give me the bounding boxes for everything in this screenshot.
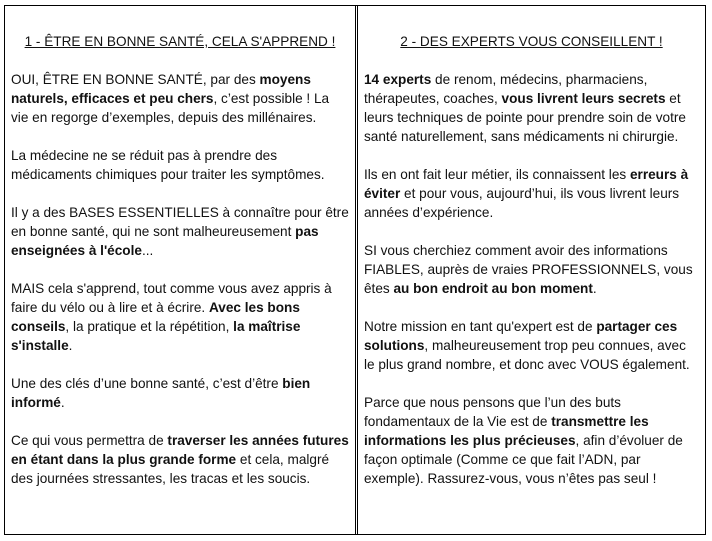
text-run: , malheureusement trop peu connues, avec le plus grand nombre, et donc avec VOUS également. bbox=[364, 338, 690, 372]
text-run: et pour vous, aujourd’hui, ils vous livrent leurs années d’expérience. bbox=[364, 186, 680, 220]
bold-text: partager ces solutions bbox=[364, 319, 678, 353]
paragraph bbox=[364, 165, 699, 222]
paragraph bbox=[364, 317, 699, 374]
paragraph bbox=[11, 203, 349, 260]
column-left bbox=[5, 6, 355, 534]
text-run: Ce qui vous permettra de bbox=[11, 433, 168, 448]
text-run: OUI, ÊTRE EN BONNE SANTÉ, par des bbox=[11, 72, 260, 87]
two-column-table bbox=[4, 5, 706, 535]
right-body bbox=[364, 70, 699, 488]
text-run: MAIS cela s'apprend, tout comme vous avez appris à faire du vélo ou à lire et à écrire. bbox=[11, 281, 332, 315]
bold-text: 14 experts bbox=[364, 72, 432, 87]
text-run: Notre mission en tant qu'expert est de bbox=[364, 319, 597, 334]
text-run: Une des clés d’une bonne santé, c’est d’être bbox=[11, 376, 283, 391]
bold-text: traverser les années futures en étant dans la plus grande forme bbox=[11, 433, 349, 467]
bold-text: vous livrent leurs secrets bbox=[501, 91, 666, 106]
text-run: , afin d’évoluer de façon optimale (Comme ce que fait l’ADN, par exemple). Rassurez-vous, vous n’êtes pas seul ! bbox=[364, 433, 683, 486]
right-heading: 2 - DES EXPERTS VOUS CONSEILLENT ! bbox=[400, 34, 663, 49]
paragraph bbox=[11, 431, 349, 488]
bold-text: Avec les bons conseils bbox=[11, 300, 300, 334]
column-right bbox=[355, 6, 705, 534]
text-run: et cela, malgré des journées stressantes, les tracas et les soucis. bbox=[11, 452, 330, 486]
paragraph bbox=[364, 393, 699, 488]
paragraph bbox=[11, 146, 349, 184]
bold-text: moyens naturels, efficaces et peu chers bbox=[11, 72, 311, 106]
text-run: Parce que nous pensons que l’un des buts fondamentaux de la Vie est de bbox=[364, 395, 621, 429]
left-heading: 1 - ÊTRE EN BONNE SANTÉ, CELA S'APPREND ! bbox=[24, 34, 336, 49]
text-run: ... bbox=[141, 243, 154, 258]
bold-text: pas enseignées à l'école bbox=[11, 224, 319, 258]
text-run: , c’est possible ! La vie en regorge d’exemples, depuis des millénaires. bbox=[11, 91, 330, 125]
text-run: de renom, médecins, pharmaciens, thérapeutes, coaches, bbox=[364, 72, 648, 106]
paragraph bbox=[11, 279, 349, 355]
text-run: Il y a des BASES ESSENTIELLES à connaître pour être en bonne santé, qui ne sont malheureusement bbox=[11, 205, 349, 239]
left-body bbox=[11, 70, 349, 488]
text-run: Ils en ont fait leur métier, ils connaissent les bbox=[364, 167, 630, 182]
bold-text: au bon endroit au bon moment bbox=[393, 281, 593, 296]
bold-text: bien informé bbox=[11, 376, 311, 410]
text-run: et leurs techniques de pointe pour prendre soin de votre santé naturellement, sans médicaments ni chirurgie. bbox=[364, 91, 686, 144]
paragraph bbox=[11, 374, 349, 412]
text-run: . bbox=[60, 395, 65, 410]
text-run: . bbox=[68, 338, 73, 353]
text-run: . bbox=[592, 281, 597, 296]
paragraph bbox=[364, 70, 699, 146]
bold-text: transmettre les informations les plus précieuses bbox=[364, 414, 649, 448]
text-run: La médecine ne se réduit pas à prendre des médicaments chimiques pour traiter les symptômes. bbox=[11, 148, 325, 182]
bold-text: erreurs à éviter bbox=[364, 167, 689, 201]
paragraph bbox=[364, 241, 699, 298]
text-run: , la pratique et la répétition, bbox=[65, 319, 234, 334]
bold-text: la maîtrise s'installe bbox=[11, 319, 301, 353]
text-run: SI vous cherchiez comment avoir des informations FIABLES, auprès de vraies PROFESSIONNELS, vous êtes bbox=[364, 243, 693, 296]
paragraph bbox=[11, 70, 349, 127]
